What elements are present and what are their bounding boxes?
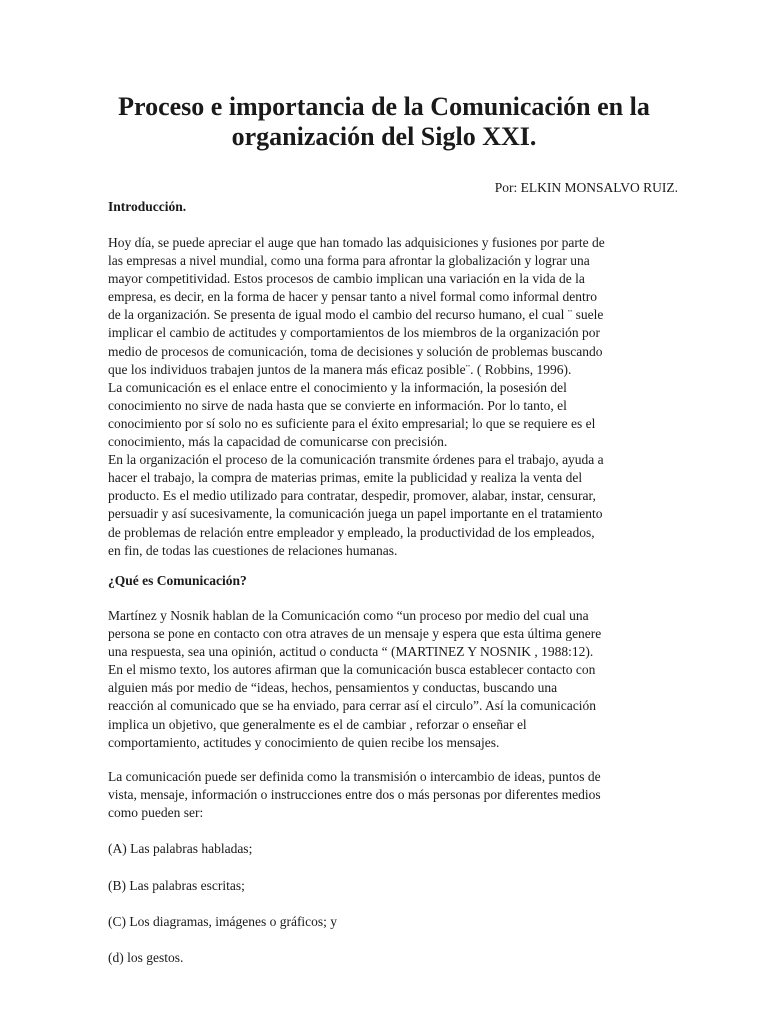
media-list [108, 822, 668, 985]
section-heading-que-es-comunicacion: ¿Qué es Comunicación? [108, 573, 247, 588]
list-item: (C) Los diagramas, imágenes o gráficos; y [108, 913, 338, 929]
list-item: (A) Las palabras habladas; [108, 841, 253, 857]
list-item: (d) los gestos. [108, 949, 184, 965]
document-title [60, 92, 708, 152]
what-paragraph-2: La comunicación puede ser definida como la transmisión o intercambio de ideas, puntos de vista, mensaje, información o instrucciones entre dos o más personas por diferentes medios como pueden ser: [108, 769, 601, 821]
author-line: Por: ELKIN MONSALVO RUIZ. [494, 180, 678, 195]
section-heading-introduccion: Introducción. [108, 199, 187, 214]
title-line-1: Proceso e importancia de la Comunicación en la [118, 92, 650, 121]
intro-paragraph-3: En la organización el proceso de la comunicación transmite órdenes para el trabajo, ayuda a hacer el trabajo, la compra de materias primas, emite la publicidad y realiza la venta del producto. Es el medio utilizado para contratar, despedir, promover, alabar, instar, censurar, persuadir y así sucesivamente, la comunicación juega un papel importante en el tratamiento de problemas de relación entre empleador y empleado, la productividad de los empleados, en fin, de todas las cuestiones de relaciones humanas. [108, 452, 604, 558]
intro-paragraph-1: Hoy día, se puede apreciar el auge que han tomado las adquisiciones y fusiones por parte de las empresas a nivel mundial, como una forma para afrontar la globalización y lograr una mayor competitividad. Estos procesos de cambio implican una variación en la vida de la empresa, es decir, en la forma de hacer y pensar tanto a nivel formal como informal dentro de la organización. Se presenta de igual modo el cambio del recurso humano, el cual ¨ suele implicar el cambio de actitudes y comportamientos de los miembros de la organización por medio de procesos de comunicación, toma de decisiones y solución de problemas buscando que los individuos trabajen juntos de la manera más eficaz posible¨. ( Robbins, 1996). [108, 235, 605, 377]
what-paragraph-1: Martínez y Nosnik hablan de la Comunicación como “un proceso por medio del cual una persona se pone en contacto con otra atraves de un mensaje y espera que esta última genere una respuesta, sea una opinión, actitud o conducta “ (MARTINEZ Y NOSNIK , 1988:12). En el mismo texto, los autores afirman que la comunicación busca establecer contacto con alguien más por medio de “ideas, hechos, pensamientos y conductas, buscando una reacción al comunicado que se ha enviado, para cerrar así el circulo”. Así la comunicación implica un objetivo, que generalmente es el de cambiar , reforzar o enseñar el comportamiento, actitudes y conocimiento de quien recibe los mensajes. [108, 608, 602, 750]
intro-paragraph-2: La comunicación es el enlace entre el conocimiento y la información, la posesión del conocimiento no sirve de nada hasta que se convierte en información. Por lo tanto, el conocimiento por sí solo no es suficiente para el éxito empresarial; lo que se requiere es el conocimiento, más la capacidad de comunicarse con precisión. [108, 379, 596, 450]
title-line-2: organización del Siglo XXI. [231, 122, 537, 151]
list-item: (B) Las palabras escritas; [108, 877, 245, 893]
